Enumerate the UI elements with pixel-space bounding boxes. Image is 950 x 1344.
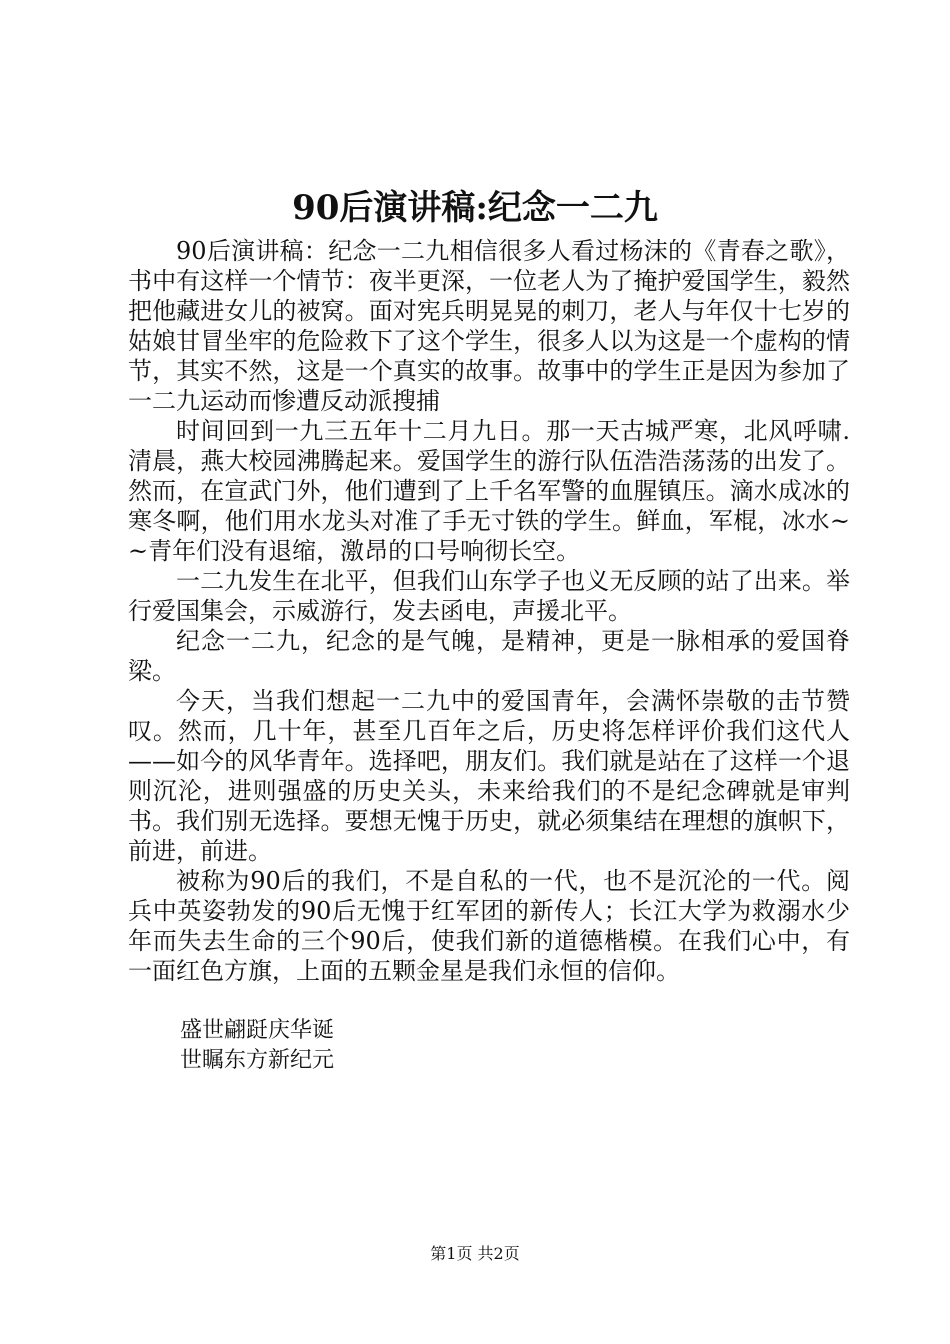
page-number-footer: 第1页 共2页	[430, 1244, 520, 1263]
paragraph-spirit: 纪念一二九，纪念的是气魄，是精神，更是一脉相承的爱国脊梁。	[128, 627, 850, 685]
paragraph-90s: 被称为90后的我们，不是自私的一代，也不是沉沦的一代。阅兵中英姿勃发的90后无愧于红军团的新传人；长江大学为救溺水少年而失去生命的三个90后，使我们新的道德楷模。在我们心中，有一面红色方旗，上面的五颗金星是我们永恒的信仰。	[128, 867, 850, 985]
poem-line-2: 世瞩东方新纪元	[180, 1048, 335, 1073]
paragraph-today: 今天，当我们想起一二九中的爱国青年，会满怀崇敬的击节赞叹。然而，几十年，甚至几百年之后，历史将怎样评价我们这代人——如今的风华青年。选择吧，朋友们。我们就是站在了这样一个退则沉沦，进则强盛的历史关头，未来给我们的不是纪念碑就是审判书。我们别无选择。要想无愧于历史，就必须集结在理想的旗帜下，前进，前进。	[128, 687, 850, 865]
paragraph-shandong: 一二九发生在北平，但我们山东学子也义无反顾的站了出来。举行爱国集会，示威游行，发去函电，声援北平。	[128, 567, 850, 625]
paragraph-history: 时间回到一九三五年十二月九日。那一天古城严寒，北风呼啸.清晨，燕大校园沸腾起来。爱国学生的游行队伍浩浩荡荡的出发了。然而，在宣武门外，他们遭到了上千名军警的血腥镇压。滴水成冰的寒冬啊，他们用水龙头对准了手无寸铁的学生。鲜血，军棍，冰水~~青年们没有退缩，激昂的口号响彻长空。	[128, 417, 850, 565]
document-title: 90后演讲稿:纪念一二九	[292, 188, 658, 228]
poem-line-1: 盛世翩跹庆华诞	[180, 1018, 335, 1043]
paragraph-spacer	[128, 986, 850, 1016]
paragraph-intro: 90后演讲稿：纪念一二九相信很多人看过杨沫的《青春之歌》，书中有这样一个情节：夜半更深，一位老人为了掩护爱国学生，毅然把他藏进女儿的被窝。面对宪兵明晃晃的刺刀，老人与年仅十七岁的姑娘甘冒坐牢的危险救下了这个学生，很多人以为这是一个虚构的情节，其实不然，这是一个真实的故事。故事中的学生正是因为参加了一二九运动而惨遭反动派搜捕	[128, 237, 850, 415]
document-body	[128, 236, 850, 1076]
